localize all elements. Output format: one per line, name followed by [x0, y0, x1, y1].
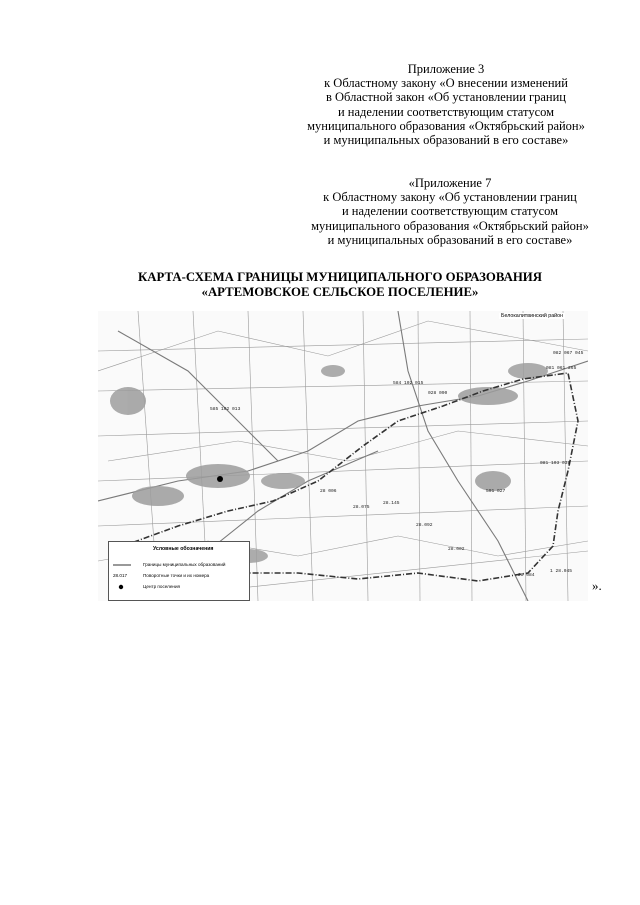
appendix-7-line: и муниципальных образований в его составе»	[327, 232, 573, 247]
point-label: 081 103 038	[540, 461, 571, 466]
point-label: 28.092	[416, 523, 433, 528]
closing-quote: ».	[592, 578, 602, 593]
appendix-3-line: муниципального образования «Октябрьский район»	[307, 118, 585, 133]
appendix-7-line: муниципального образования «Октябрьский район»	[311, 218, 589, 233]
appendix-7-line: к Областному закону «Об установлении границ	[323, 190, 577, 205]
boundary-line-icon	[113, 562, 131, 568]
legend-item-label: Границы муниципальных образований	[143, 562, 226, 567]
legend-title: Условные обозначения	[153, 546, 214, 552]
point-label: 28 006	[320, 489, 337, 494]
map-title-line-2: «АРТЕМОВСКОЕ СЕЛЬСКОЕ ПОСЕЛЕНИЕ»	[201, 285, 479, 299]
appendix-3-line: и наделении соответствующим статусом	[337, 104, 555, 119]
point-label: 028 090	[428, 391, 448, 396]
settlement-center-icon	[113, 584, 131, 590]
appendix-3-line: к Областному закону «О внесении изменений	[324, 76, 568, 91]
point-label: 591 027	[486, 489, 506, 494]
district-label: Белокалитвинский район	[501, 313, 563, 319]
map-title	[80, 270, 600, 300]
point-label: 1 28.045	[550, 569, 573, 574]
appendix-3-line: в Областной закон «Об установлении границ	[325, 90, 566, 105]
legend-item-label: Поворотные точки и их номера	[143, 573, 210, 578]
point-label: 585 102 013	[210, 407, 241, 412]
point-label: 082 067 045	[553, 351, 584, 356]
legend-item-symbol: 28.017	[113, 573, 128, 578]
point-label: 081 061 265	[546, 366, 577, 371]
appendix-7-header	[294, 176, 606, 247]
point-label: 28.002	[448, 547, 465, 552]
map-title-line-1: КАРТА-СХЕМА ГРАНИЦЫ МУНИЦИПАЛЬНОГО ОБРАЗОВАНИЯ	[138, 270, 542, 284]
point-label: 584 102 015	[393, 381, 424, 386]
appendix-7-line: «Приложение 7	[408, 176, 492, 190]
appendix-3-line: и муниципальных образований в его составе»	[323, 133, 569, 148]
appendix-3-header	[286, 62, 606, 147]
legend-item-label: Центр поселения	[143, 584, 180, 589]
appendix-7-line: и наделении соответствующим статусом	[341, 204, 559, 219]
point-label: 28.145	[383, 501, 400, 506]
map-legend	[108, 541, 250, 601]
point-label: 28 084	[518, 573, 535, 578]
point-label: 28.075	[353, 505, 370, 510]
appendix-3-line: Приложение 3	[407, 62, 485, 76]
